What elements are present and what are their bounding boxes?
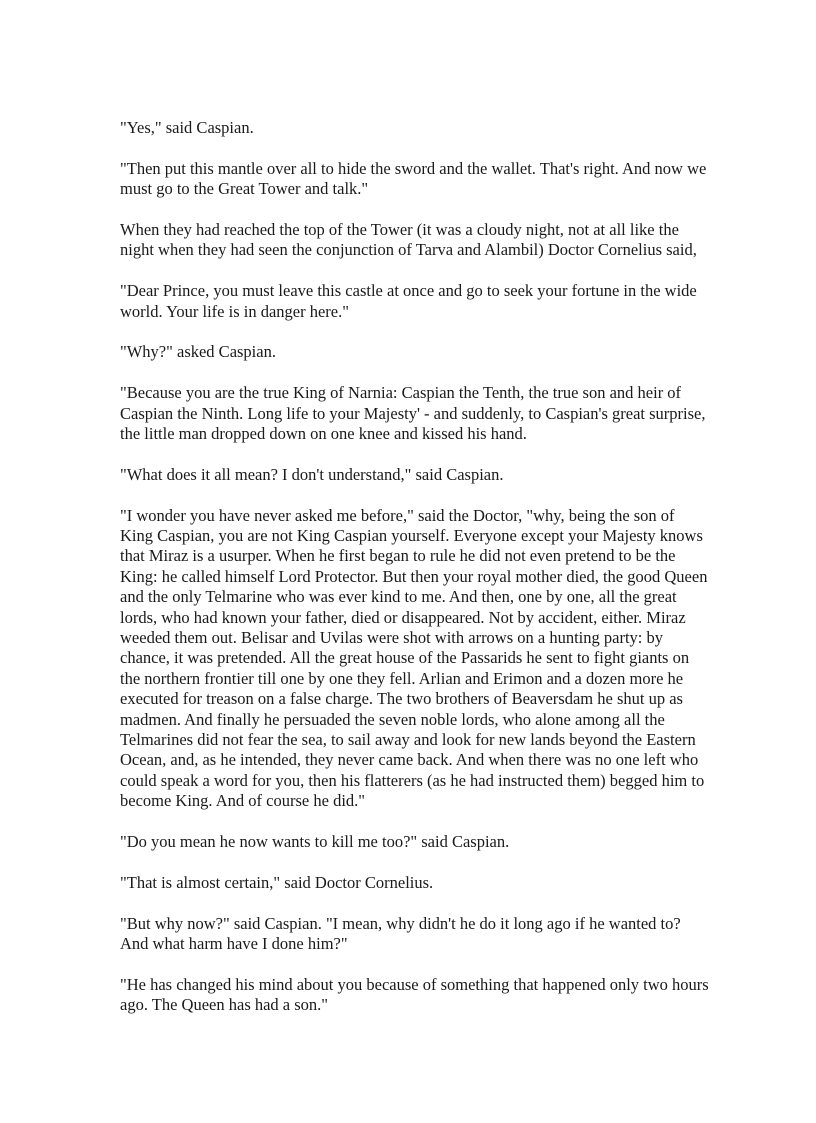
paragraph: "Dear Prince, you must leave this castle at once and go to seek your fortune in the wide world. Your life is in danger here." — [120, 281, 697, 321]
paragraph: When they had reached the top of the Tower (it was a cloudy night, not at all like the night when they had seen the conjunction of Tarva and Alambil) Doctor Cornelius said, — [120, 220, 697, 260]
paragraph: "He has changed his mind about you because of something that happened only two hours ago. The Queen has had a son." — [120, 974, 709, 1015]
paragraph: "But why now?" said Caspian. "I mean, why didn't he do it long ago if he wanted to? And what harm have I done him?" — [120, 913, 681, 954]
paragraph: "Why?" asked Caspian. — [120, 342, 276, 362]
document-body — [120, 118, 710, 1036]
paragraph: "Yes," said Caspian. — [120, 118, 254, 137]
paragraph: "Then put this mantle over all to hide the sword and the wallet. That's right. And now we must go to the Great Tower and talk." — [120, 158, 707, 199]
paragraph: "I wonder you have never asked me before," said the Doctor, "why, being the son of King Caspian, you are not King Caspian yourself. Everyone except your Majesty knows that Miraz is a usurper. When he first began to rule he did not even pretend to be the King: he called himself Lord Protector. But then your royal mother died, the good Queen and the only Telmarine who was ever kind to me. And then, one by one, all the great lords, who had known your father, died or disappeared. Not by accident, either. Miraz weeded them out. Belisar and Uvilas were shot with arrows on a hunting party: by chance, it was pretended. All the great house of the Passarids he sent to fight giants on the northern frontier till one by one they fell. Arlian and Erimon and a dozen more he executed for treason on a false charge. The two brothers of Beaversdam he shut up as madmen. And finally he persuaded the seven noble lords, who alone among all the Telmarines did not fear the sea, to sail away and look for new lands beyond the Eastern Ocean, and, as he intended, they never came back. And when there was no one left who could speak a word for you, then his flatterers (as he had instructed them) begged him to become King. And of course he did." — [120, 505, 708, 811]
paragraph: "Because you are the true King of Narnia: Caspian the Tenth, the true son and heir of Caspian the Ninth. Long life to your Majesty' - and suddenly, to Caspian's great surprise, the little man dropped down on one knee and kissed his hand. — [120, 383, 706, 444]
paragraph: "Do you mean he now wants to kill me too?" said Caspian. — [120, 832, 510, 852]
paragraph: "What does it all mean? I don't understand," said Caspian. — [120, 464, 504, 484]
paragraph: "That is almost certain," said Doctor Cornelius. — [120, 872, 434, 892]
